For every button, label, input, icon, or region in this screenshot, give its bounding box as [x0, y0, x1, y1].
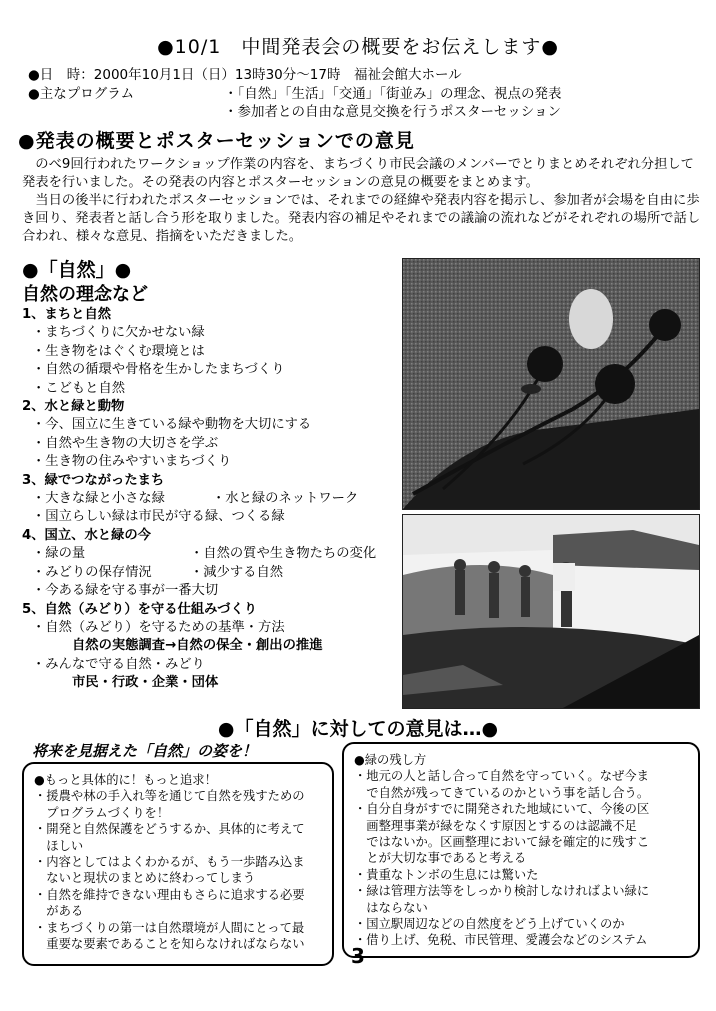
list-item: ●もっと具体的に！もっと追求！ — [34, 773, 217, 787]
list-item: ・みんなで守る自然・みどり — [32, 656, 205, 672]
list-item: 市民・行政・企業・団体 — [72, 675, 219, 691]
list-item: がある — [34, 904, 84, 919]
list-item: とが大切な事であると考える — [354, 851, 527, 866]
opinions-subheading: 将来を見据えた「自然」の姿を！ — [32, 742, 258, 760]
date-line — [28, 67, 462, 84]
outline-heading-3: 3、緑でつながったまち — [22, 472, 165, 488]
program-item-1: ・「自然」「生活」「交通」「街並み」の理念、視点の発表 — [224, 86, 562, 102]
list-item: ではないか。区画整理において緑を確定的に残すこ — [354, 835, 650, 850]
list-item: はならない — [354, 900, 428, 915]
page-number: 3 — [351, 944, 365, 968]
program-label: ●主なプログラム — [28, 86, 135, 102]
list-item: ・国立らしい緑は市民が守る緑、つくる緑 — [32, 509, 285, 525]
list-item: ・国立駅周辺などの自然度をどう上げていくのか — [354, 917, 625, 932]
list-item: ないと現状のまとめに終わってしまう — [34, 871, 256, 886]
list-item: ・生き物をはぐくむ環境とは — [32, 343, 205, 359]
overview-paragraph-1: のべ9回行われたワークショップ作業の内容を、まちづくり市民会議のメンバーでとりまとめそれぞれ分担して発表を行いました。その発表の内容とポスターセッションの意見の概要をまとめます。 — [22, 157, 694, 190]
outline-list-2 — [22, 416, 412, 471]
program-item-2: ・参加者との自由な意見交換を行うポスターセッション — [224, 104, 561, 120]
list-item: ・自然（みどり）を守るための基準・方法 — [32, 619, 285, 635]
overview-heading: ●発表の概要とポスターセッションでの意見 — [18, 130, 415, 152]
outline-list-1 — [22, 324, 412, 398]
list-row — [32, 564, 412, 582]
nature-section-title: ●「自然」● — [22, 259, 132, 281]
opinion-box-left — [22, 762, 334, 966]
list-item: 画整理事業が緑をなくす原因とするのは認識不足 — [354, 818, 637, 833]
list-item: ・自然や生き物の大切さを学ぶ — [32, 435, 219, 451]
list-item: ・自然の循環や骨格を生かしたまちづくり — [32, 362, 285, 378]
list-item: ・今、国立に生きている緑や動物を大切にする — [32, 417, 312, 433]
outline-heading-1: 1、まちと自然 — [22, 307, 112, 322]
list-item: ・生き物の住みやすいまちづくり — [32, 454, 232, 470]
list-item: ・緑は管理方法等をしっかり検討しなければよい緑に — [354, 884, 650, 899]
outline-heading-5: 5、自然（みどり）を守る仕組みづくり — [22, 601, 258, 617]
opinion-box-right — [342, 742, 700, 958]
outline-list-4 — [22, 545, 412, 600]
list-item: ・まちづくりの第一は自然環境が人間にとって最 — [34, 920, 305, 935]
nature-outline — [22, 306, 412, 693]
date-label: ●日 時： — [28, 67, 94, 83]
list-item: プログラムづくりを！ — [34, 805, 170, 820]
outdoor-group-photo — [402, 514, 700, 709]
date-value: 2000年10月1日（日）13時30分～17時 福祉会館大ホール — [93, 67, 462, 83]
outline-heading-2: 2、水と緑と動物 — [22, 399, 125, 415]
list-item: ・地元の人と話し合って自然を守っていく。なぜ今ま — [354, 769, 649, 784]
page-title: ●10/1 中間発表会の概要をお伝えします● — [157, 36, 559, 58]
list-item: ・自然の質や生き物たちの変化 — [190, 546, 377, 562]
list-item: ●緑の残し方 — [354, 753, 427, 767]
list-item: ほしい — [34, 838, 84, 853]
list-item: 自然の実態調査→自然の保全・創出の推進 — [72, 638, 323, 654]
list-item: 重要な要素であることを知らなければならない — [34, 937, 305, 952]
outline-heading-4: 4、国立、水と緑の今 — [22, 527, 151, 543]
list-item: ・緑の量 — [32, 546, 86, 562]
list-item: ・開発と自然保護をどうするか、具体的に考えて — [34, 822, 305, 837]
list-item: ・自然を維持できない理由もさらに追求する必要 — [34, 887, 305, 902]
list-item: ・今ある緑を守る事が一番大切 — [32, 583, 219, 599]
list-row — [32, 490, 412, 508]
list-item: ・みどりの保存情況 — [32, 564, 152, 580]
outline-list-5 — [22, 619, 412, 693]
overview-body — [22, 156, 702, 246]
list-item: ・自分自身がすでに開発された地域にいて、今後の区 — [354, 802, 650, 817]
list-item: ・こどもと自然 — [32, 380, 126, 396]
outline-list-3 — [22, 490, 412, 527]
list-row — [32, 545, 412, 563]
overview-paragraph-2: 当日の後半に行われたポスターセッションでは、それまでの経緯や発表内容を掲示し、参加者が会場を自由に歩き回り、発表者と話し合う形を取りました。発表内容の補足やそれまでの議論の流れなどがそれぞれの場所で話し合われ、様々な意見、指摘をいただきました。 — [22, 193, 701, 244]
list-item: ・借り上げ、免税、市民管理、愛護会などのシステム — [354, 933, 648, 948]
list-item: ・水と緑のネットワーク — [212, 491, 359, 507]
opinions-heading: ●「自然」に対しての意見は…● — [217, 718, 499, 740]
list-item: ・援農や林の手入れ等を通じて自然を残すための — [34, 789, 305, 804]
list-item: で自然が残ってきているのかという事を話し合う。 — [354, 785, 650, 800]
list-item: ・内容としてはよくわかるが、もう一歩踏み込ま — [34, 855, 305, 870]
nature-subtitle: 自然の理念など — [22, 284, 148, 305]
list-item: ・大きな緑と小さな緑 — [32, 491, 165, 507]
flower-photo — [402, 258, 700, 510]
list-item: ・貴重なトンボの生息には驚いた — [354, 867, 539, 882]
list-item: ・減少する自然 — [190, 564, 284, 580]
list-item: ・まちづくりに欠かせない緑 — [32, 325, 205, 341]
